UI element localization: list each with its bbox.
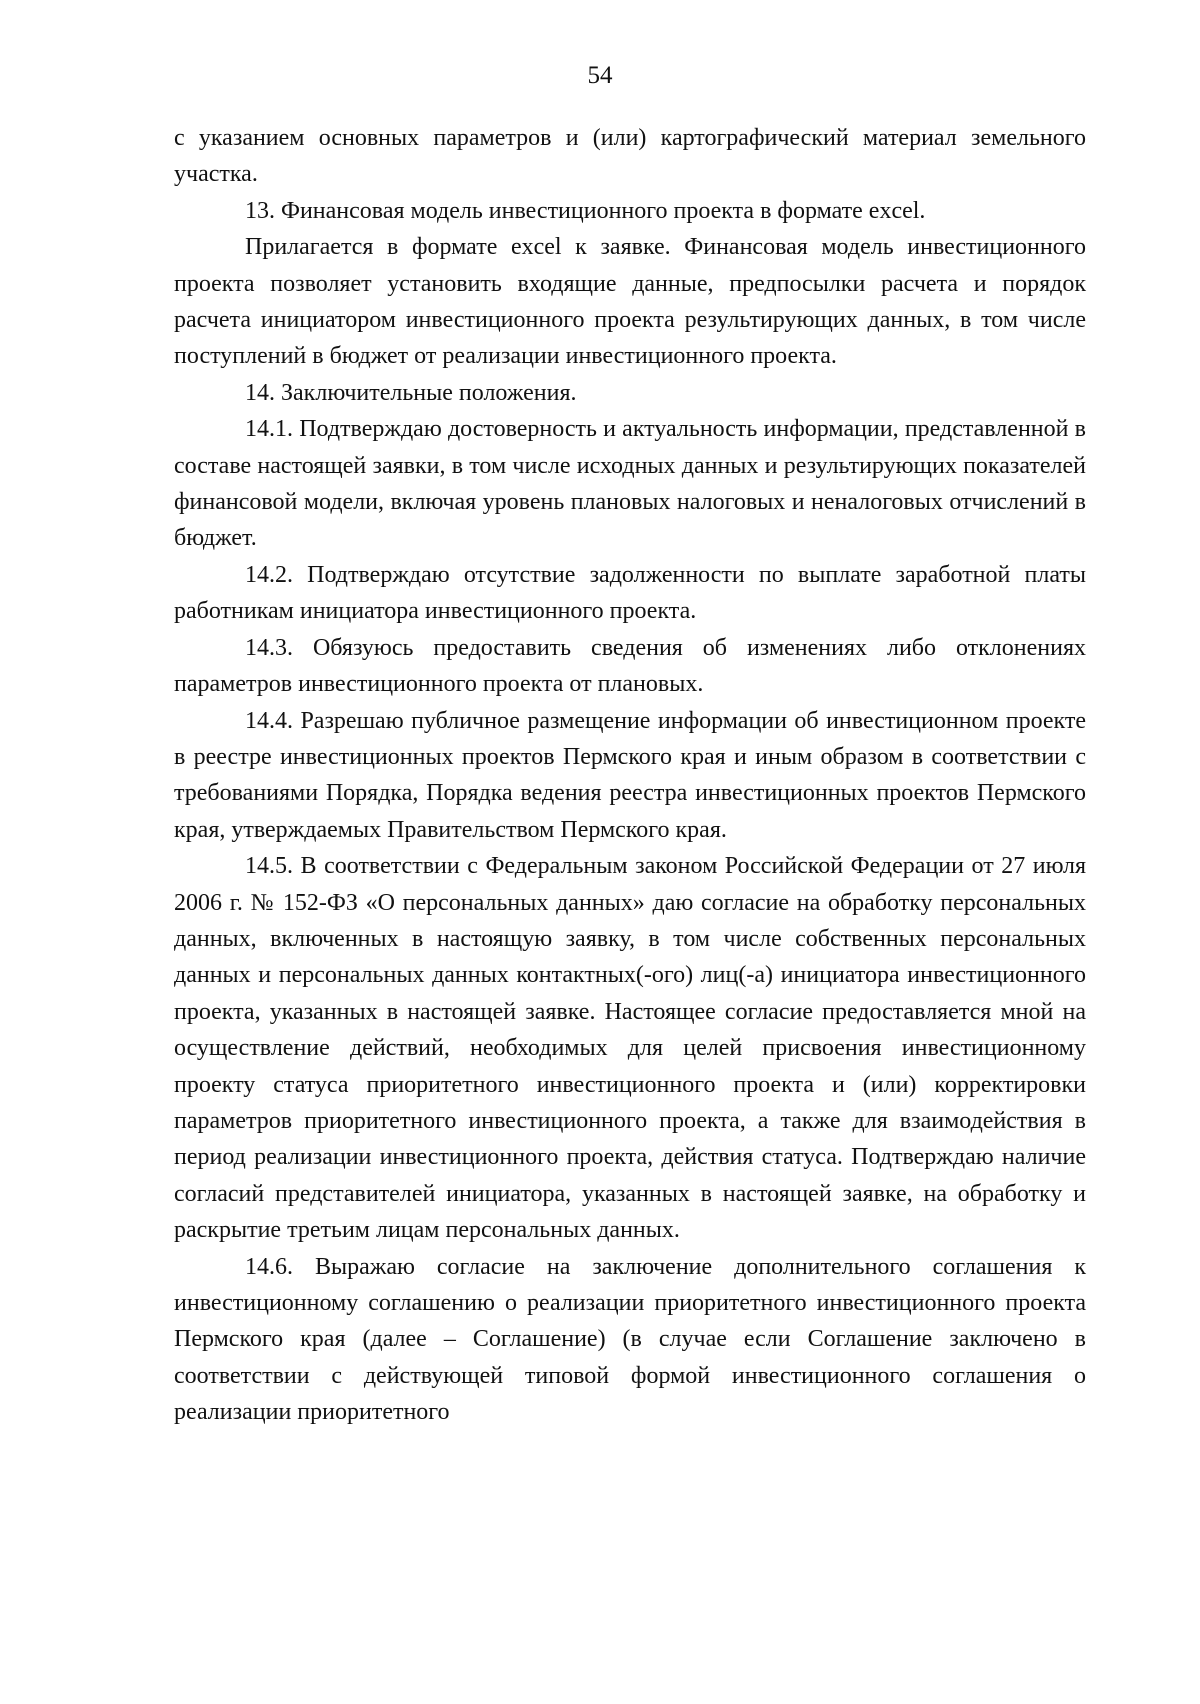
- document-body: [174, 120, 1086, 1431]
- paragraph-14-4: 14.4. Разрешаю публичное размещение информации об инвестиционном проекте в реестре инвестиционных проектов Пермского края и иным образом в соответствии с требованиями Порядка, Порядка ведения реестра инвестиционных проектов Пермского края, утверждаемых Правительством Пермского края.: [174, 707, 1086, 843]
- paragraph-14-2: 14.2. Подтверждаю отсутствие задолженности по выплате заработной платы работникам инициатора инвестиционного проекта.: [174, 561, 1086, 625]
- paragraph-section-13: 13. Финансовая модель инвестиционного проекта в формате excel.: [245, 197, 926, 224]
- paragraph-continuation: с указанием основных параметров и (или) картографический материал земельного участка.: [174, 125, 1086, 188]
- paragraph-financial-model: Прилагается в формате excel к заявке. Финансовая модель инвестиционного проекта позволяет установить входящие данные, предпосылки расчета и порядок расчета инициатором инвестиционного проекта результирующих данных, в том числе поступлений в бюджет от реализации инвестиционного проекта.: [174, 234, 1086, 370]
- page-number: 54: [587, 62, 613, 89]
- paragraph-14-1: 14.1. Подтверждаю достоверность и актуальность информации, представленной в составе настоящей заявки, в том числе исходных данных и результирующих показателей финансовой модели, включая уровень плановых налоговых и неналоговых отчислений в бюджет.: [174, 416, 1086, 552]
- paragraph-14-6: 14.6. Выражаю согласие на заключение дополнительного соглашения к инвестиционному соглашению о реализации приоритетного инвестиционного проекта Пермского края (далее – Соглашение) (в случае если Соглашение заключено в соответствии с действующей типовой формой инвестиционного соглашения о реализации приоритетного: [174, 1253, 1086, 1426]
- paragraph-section-14: 14. Заключительные положения.: [245, 379, 577, 406]
- paragraph-14-3: 14.3. Обязуюсь предоставить сведения об изменениях либо отклонениях параметров инвестиционного проекта от плановых.: [174, 634, 1086, 698]
- paragraph-14-5: 14.5. В соответствии с Федеральным законом Российской Федерации от 27 июля 2006 г. № 152-ФЗ «О персональных данных» даю согласие на обработку персональных данных, включенных в настоящую заявку, в том числе собственных персональных данных и персональных данных контактных(-ого) лиц(-а) инициатора инвестиционного проекта, указанных в настоящей заявке. Настоящее согласие предоставляется мной на осуществление действий, необходимых для целей присвоения инвестиционному проекту статуса приоритетного инвестиционного проекта и (или) корректировки параметров приоритетного инвестиционного проекта, а также для взаимодействия в период реализации инвестиционного проекта, действия статуса. Подтверждаю наличие согласий представителей инициатора, указанных в настоящей заявке, на обработку и раскрытие третьим лицам персональных данных.: [174, 853, 1086, 1244]
